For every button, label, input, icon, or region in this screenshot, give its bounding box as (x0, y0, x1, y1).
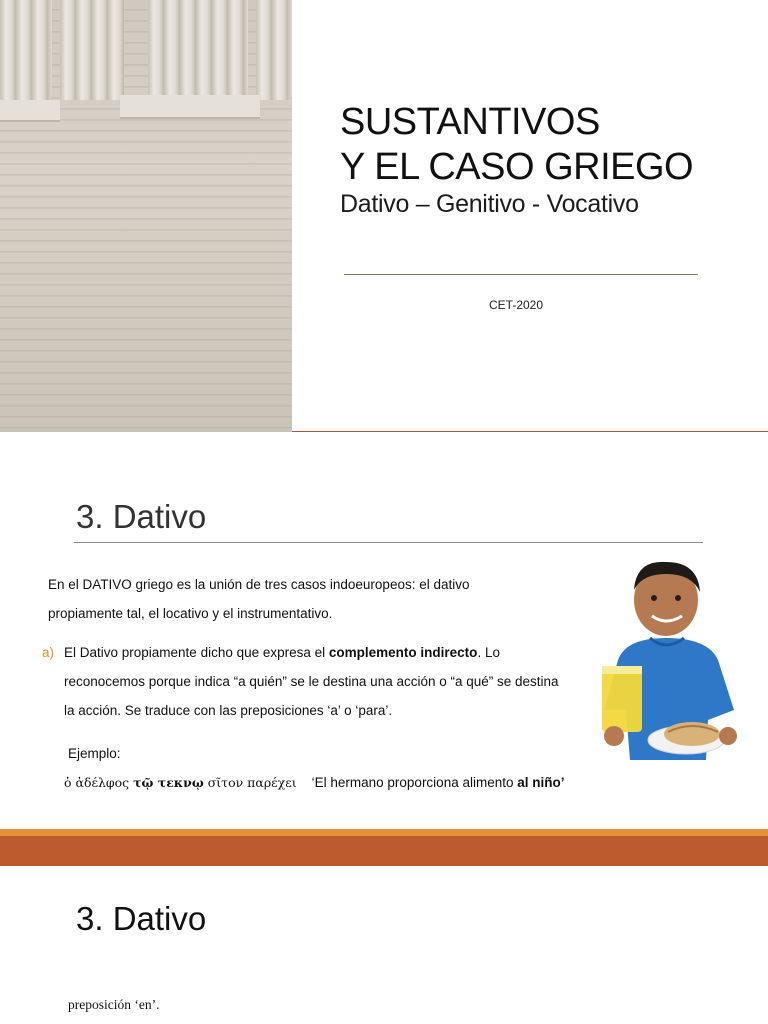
greek-phrase: ὁ ἀδέλφος τῷ τεκνῳ σῖτον παρέχει (64, 775, 297, 790)
separator-accent (0, 832, 768, 836)
courthouse-steps-image (0, 0, 292, 432)
title-divider (344, 274, 698, 275)
body-text: preposición ‘en’. (68, 997, 160, 1012)
slide-heading: 3. Dativo (76, 498, 207, 535)
translation: ‘El hermano proporciona alimento al niño’ (311, 775, 565, 790)
slide-separator-band (0, 832, 768, 866)
list-marker: a) (42, 645, 55, 660)
child-with-food-image (596, 560, 742, 760)
dativo-slide-continued (0, 866, 768, 1024)
pillar-base (120, 95, 260, 119)
example-label: Ejemplo: (68, 746, 121, 761)
list-item-a: a) El Dativo propiamente dicho que expresa el complemento indirecto. Lo reconocemos porque indica “a quién” se le destina una acción o “a qué” se destina la acción. Se traduce con las preposiciones ‘a’ o ‘para’. (42, 638, 572, 725)
pillar-center-right (148, 0, 248, 100)
heading-divider (74, 542, 703, 543)
dativo-slide (0, 432, 768, 832)
title-slide (0, 0, 768, 432)
presentation-subtitle: Dativo – Genitivo - Vocativo (340, 190, 639, 218)
pillar-left (0, 0, 52, 100)
organization-label: CET-2020 (488, 298, 544, 312)
slide-heading: 3. Dativo (76, 900, 207, 937)
pillar-right (256, 0, 292, 100)
pillar-center-left (60, 0, 124, 100)
intro-paragraph: En el DATIVO griego es la unión de tres casos indoeuropeos: el dativo propiamente tal, el locativo y el instrumentativo. (48, 577, 470, 621)
pillar-base (0, 100, 60, 122)
bold-term: complemento indirecto (328, 645, 478, 660)
example-sentence (64, 775, 565, 790)
presentation-title: SUSTANTIVOS Y EL CASO GRIEGO (340, 101, 694, 188)
